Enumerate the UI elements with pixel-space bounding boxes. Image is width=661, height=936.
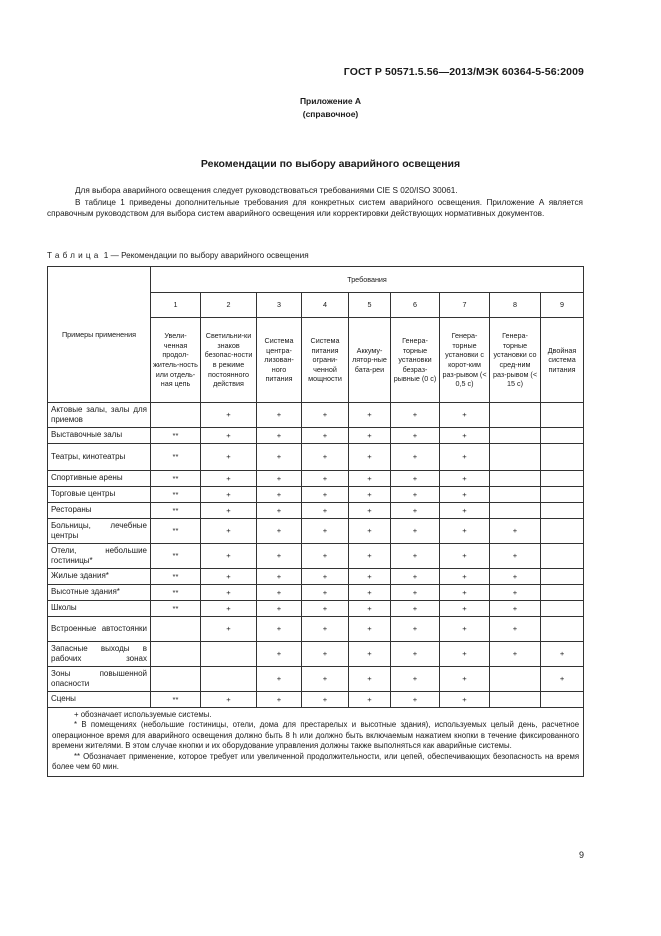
requirement-cell: + xyxy=(541,667,584,692)
requirement-cell xyxy=(541,503,584,519)
requirement-cell: + xyxy=(391,667,440,692)
requirement-cell xyxy=(541,428,584,444)
requirement-cell xyxy=(541,585,584,601)
column-number-5: 5 xyxy=(349,293,391,318)
requirement-cell: + xyxy=(440,503,490,519)
requirement-cell xyxy=(201,642,257,667)
application-label: Больницы, лечебные центры xyxy=(48,519,151,544)
table-row xyxy=(48,585,584,601)
requirement-cell: + xyxy=(302,569,349,585)
requirement-cell: + xyxy=(440,617,490,642)
table-row xyxy=(48,444,584,471)
requirement-cell: + xyxy=(201,585,257,601)
intro-paragraph-1: Для выбора аварийного освещения следует руководствоваться требованиями CIE S 020/ISO 30061. xyxy=(75,186,458,195)
requirement-cell: + xyxy=(201,403,257,428)
table-row xyxy=(48,487,584,503)
requirement-cell: + xyxy=(391,403,440,428)
table-note-3: ** Обозначает применение, которое требует или увеличенной продолжительности, или цепей, обеспечивающих безопасность на время более чем 60 мин. xyxy=(52,751,580,772)
table-row xyxy=(48,503,584,519)
requirement-cell: + xyxy=(391,569,440,585)
requirement-cell xyxy=(490,487,541,503)
requirement-cell: + xyxy=(490,617,541,642)
requirement-cell: + xyxy=(302,544,349,569)
requirement-cell: + xyxy=(257,428,302,444)
application-label: Торговые центры xyxy=(48,487,151,503)
requirement-cell xyxy=(490,403,541,428)
requirement-cell: + xyxy=(349,503,391,519)
requirement-cell: + xyxy=(349,642,391,667)
requirements-header: Требования xyxy=(151,267,584,293)
table-row xyxy=(48,471,584,487)
requirement-cell: ** xyxy=(151,487,201,503)
requirement-cell xyxy=(490,503,541,519)
table-row xyxy=(48,428,584,444)
requirement-cell: ** xyxy=(151,692,201,708)
requirement-cell: + xyxy=(490,585,541,601)
application-label: Театры, кинотеатры xyxy=(48,444,151,471)
annex-subtitle: (справочное) xyxy=(302,109,359,119)
requirement-cell: + xyxy=(257,601,302,617)
requirement-cell: + xyxy=(302,403,349,428)
table-row xyxy=(48,601,584,617)
requirement-cell: + xyxy=(302,601,349,617)
requirement-cell: + xyxy=(201,569,257,585)
requirement-cell: + xyxy=(391,444,440,471)
application-label: Жилые здания* xyxy=(48,569,151,585)
requirement-cell: + xyxy=(201,617,257,642)
requirement-cell xyxy=(541,569,584,585)
table-note-2: * В помещениях (небольшие гостиницы, отели, дома для престарелых и высотные здания), используемых целый день, расчетное операционное время для аварийного освещения должно быть 8 h или должно быть включаемым нажатием кнопки в течение фиксированного времени жителями. В этом случае кнопки и их оборудование управления должны также выполняться как аварийные системы. xyxy=(52,720,580,751)
requirement-cell: + xyxy=(302,667,349,692)
requirement-cell: + xyxy=(349,617,391,642)
document-header: ГОСТ Р 50571.5.56—2013/МЭК 60364-5-56:2009 xyxy=(343,66,584,78)
requirement-cell xyxy=(541,487,584,503)
requirement-cell: + xyxy=(302,487,349,503)
requirement-cell: + xyxy=(257,642,302,667)
requirement-cell: + xyxy=(490,642,541,667)
requirement-cell: + xyxy=(349,544,391,569)
requirement-cell: + xyxy=(349,569,391,585)
table-row xyxy=(48,617,584,642)
requirement-cell xyxy=(151,667,201,692)
requirement-cell xyxy=(541,519,584,544)
column-description-3: Система центра-лизован-ного питания xyxy=(257,318,302,403)
application-label: Сцены xyxy=(48,692,151,708)
requirement-cell: + xyxy=(440,403,490,428)
table-row xyxy=(48,569,584,585)
requirement-cell xyxy=(201,667,257,692)
application-label: Рестораны xyxy=(48,503,151,519)
column-description-1: Увели-ченная продол-житель-ность или отдель-ная цепь xyxy=(151,318,201,403)
requirement-cell: + xyxy=(257,487,302,503)
requirement-cell: + xyxy=(490,544,541,569)
requirement-cell: + xyxy=(391,428,440,444)
requirement-cell: + xyxy=(440,692,490,708)
requirement-cell: + xyxy=(490,569,541,585)
column-number-3: 3 xyxy=(257,293,302,318)
page-number: 9 xyxy=(578,850,584,860)
requirement-cell: ** xyxy=(151,503,201,519)
requirement-cell: + xyxy=(257,444,302,471)
requirement-cell xyxy=(541,471,584,487)
column-description-9: Двойная система питания xyxy=(541,318,584,403)
document-title: Рекомендации по выбору аварийного освещения xyxy=(200,158,461,170)
annex-heading xyxy=(0,95,661,121)
requirement-cell: + xyxy=(257,471,302,487)
requirement-cell: + xyxy=(201,544,257,569)
application-label: Отели, небольшие гостиницы* xyxy=(48,544,151,569)
column-description-4: Система питания ограни-ченной мощности xyxy=(302,318,349,403)
application-label: Высотные здания* xyxy=(48,585,151,601)
table-header-row-title xyxy=(48,267,584,293)
requirement-cell xyxy=(541,544,584,569)
table-note-1: + обозначает используемые системы. xyxy=(74,710,212,719)
requirement-cell: + xyxy=(391,601,440,617)
requirement-cell: + xyxy=(201,471,257,487)
requirement-cell: + xyxy=(349,692,391,708)
requirement-cell xyxy=(490,428,541,444)
table-body xyxy=(48,403,584,777)
table-row xyxy=(48,692,584,708)
requirement-cell: + xyxy=(257,544,302,569)
requirement-cell: ** xyxy=(151,471,201,487)
requirement-cell: + xyxy=(302,428,349,444)
requirement-cell: + xyxy=(201,428,257,444)
application-label: Встроенные автостоянки xyxy=(48,617,151,642)
requirement-cell: + xyxy=(201,692,257,708)
requirement-cell: ** xyxy=(151,519,201,544)
requirement-cell: + xyxy=(349,471,391,487)
column-description-5: Аккуму-лятор-ные бата-реи xyxy=(349,318,391,403)
requirement-cell: ** xyxy=(151,585,201,601)
requirement-cell xyxy=(541,403,584,428)
requirement-cell: + xyxy=(257,667,302,692)
table-caption-label: Таблица xyxy=(47,251,102,260)
requirement-cell: + xyxy=(349,487,391,503)
table-row xyxy=(48,403,584,428)
requirement-cell: + xyxy=(391,585,440,601)
requirement-cell: + xyxy=(440,569,490,585)
requirement-cell: + xyxy=(349,519,391,544)
requirement-cell xyxy=(541,617,584,642)
requirement-cell xyxy=(541,601,584,617)
application-label: Запасные выходы в рабочих зонах xyxy=(48,642,151,667)
requirement-cell: + xyxy=(257,569,302,585)
requirement-cell: ** xyxy=(151,569,201,585)
requirement-cell: + xyxy=(440,585,490,601)
column-number-4: 4 xyxy=(302,293,349,318)
requirement-cell xyxy=(490,444,541,471)
requirement-cell: + xyxy=(302,692,349,708)
table-row xyxy=(48,544,584,569)
annex-title: Приложение А xyxy=(299,96,362,106)
requirement-cell: + xyxy=(541,642,584,667)
application-label: Выставочные залы xyxy=(48,428,151,444)
column-number-6: 6 xyxy=(391,293,440,318)
requirement-cell xyxy=(541,444,584,471)
requirement-cell: + xyxy=(349,585,391,601)
requirement-cell xyxy=(541,692,584,708)
requirement-cell: + xyxy=(440,444,490,471)
requirement-cell: + xyxy=(490,601,541,617)
requirement-cell: + xyxy=(257,585,302,601)
requirement-cell: + xyxy=(391,642,440,667)
requirement-cell: + xyxy=(391,487,440,503)
requirement-cell: + xyxy=(490,519,541,544)
column-description-8: Генера-торные установки со сред-ним раз-рывом (< 15 с) xyxy=(490,318,541,403)
requirement-cell: + xyxy=(391,544,440,569)
requirement-cell: + xyxy=(302,585,349,601)
intro-paragraph-2: В таблице 1 приведены дополнительные требования для конкретных систем аварийного освещения. Приложение А является справочным руководством для выбора систем аварийного освещения или корректировки действующих нормативных документов. xyxy=(47,197,583,219)
application-label: Актовые залы, залы для приемов xyxy=(48,403,151,428)
requirement-cell: + xyxy=(440,487,490,503)
requirement-cell: + xyxy=(201,503,257,519)
requirement-cell: + xyxy=(349,428,391,444)
table-caption-text: 1 — Рекомендации по выбору аварийного освещения xyxy=(101,251,309,260)
application-label: Зоны повышенной опасности xyxy=(48,667,151,692)
requirement-cell: + xyxy=(440,642,490,667)
requirement-cell: + xyxy=(349,444,391,471)
column-number-1: 1 xyxy=(151,293,201,318)
requirement-cell: + xyxy=(257,519,302,544)
requirement-cell: + xyxy=(302,503,349,519)
requirement-cell xyxy=(490,692,541,708)
requirement-cell xyxy=(151,403,201,428)
requirement-cell: + xyxy=(302,642,349,667)
column-description-7: Генера-торные установки с корот-ким раз-рывом (< 0,5 с) xyxy=(440,318,490,403)
intro-text xyxy=(47,185,583,220)
requirement-cell: + xyxy=(391,519,440,544)
requirement-cell: ** xyxy=(151,444,201,471)
requirement-cell: + xyxy=(391,503,440,519)
requirement-cell: + xyxy=(257,617,302,642)
requirement-cell: + xyxy=(257,503,302,519)
column-number-8: 8 xyxy=(490,293,541,318)
requirement-cell: + xyxy=(440,667,490,692)
table-row xyxy=(48,667,584,692)
requirement-cell: + xyxy=(201,487,257,503)
column-number-2: 2 xyxy=(201,293,257,318)
requirements-table xyxy=(47,266,584,777)
requirement-cell: ** xyxy=(151,544,201,569)
requirement-cell: + xyxy=(440,519,490,544)
requirement-cell: + xyxy=(201,601,257,617)
requirement-cell: + xyxy=(391,617,440,642)
application-label: Спортивные арены xyxy=(48,471,151,487)
requirement-cell: + xyxy=(349,403,391,428)
requirement-cell: + xyxy=(302,519,349,544)
requirement-cell: ** xyxy=(151,428,201,444)
table-row xyxy=(48,519,584,544)
requirement-cell: ** xyxy=(151,601,201,617)
requirement-cell: + xyxy=(302,617,349,642)
application-label: Школы xyxy=(48,601,151,617)
requirement-cell: + xyxy=(201,519,257,544)
requirement-cell: + xyxy=(440,428,490,444)
applications-header: Примеры применения xyxy=(48,267,151,403)
requirement-cell xyxy=(490,667,541,692)
column-description-6: Генера-торные установки безраз-рывные (0 с) xyxy=(391,318,440,403)
requirement-cell: + xyxy=(440,544,490,569)
table-caption xyxy=(47,251,309,260)
requirement-cell: + xyxy=(440,601,490,617)
requirement-cell xyxy=(151,617,201,642)
requirement-cell: + xyxy=(391,471,440,487)
column-description-2: Светильни-ки знаков безопас-ности в режиме постоянного действия xyxy=(201,318,257,403)
requirement-cell: + xyxy=(257,692,302,708)
requirement-cell: + xyxy=(257,403,302,428)
requirement-cell: + xyxy=(349,667,391,692)
table-notes xyxy=(48,708,584,777)
requirement-cell xyxy=(151,642,201,667)
requirement-cell xyxy=(490,471,541,487)
column-number-7: 7 xyxy=(440,293,490,318)
requirement-cell: + xyxy=(391,692,440,708)
requirement-cell: + xyxy=(201,444,257,471)
requirement-cell: + xyxy=(349,601,391,617)
requirement-cell: + xyxy=(302,444,349,471)
table-notes-row xyxy=(48,708,584,777)
requirement-cell: + xyxy=(440,471,490,487)
column-number-9: 9 xyxy=(541,293,584,318)
table-row xyxy=(48,642,584,667)
requirement-cell: + xyxy=(302,471,349,487)
